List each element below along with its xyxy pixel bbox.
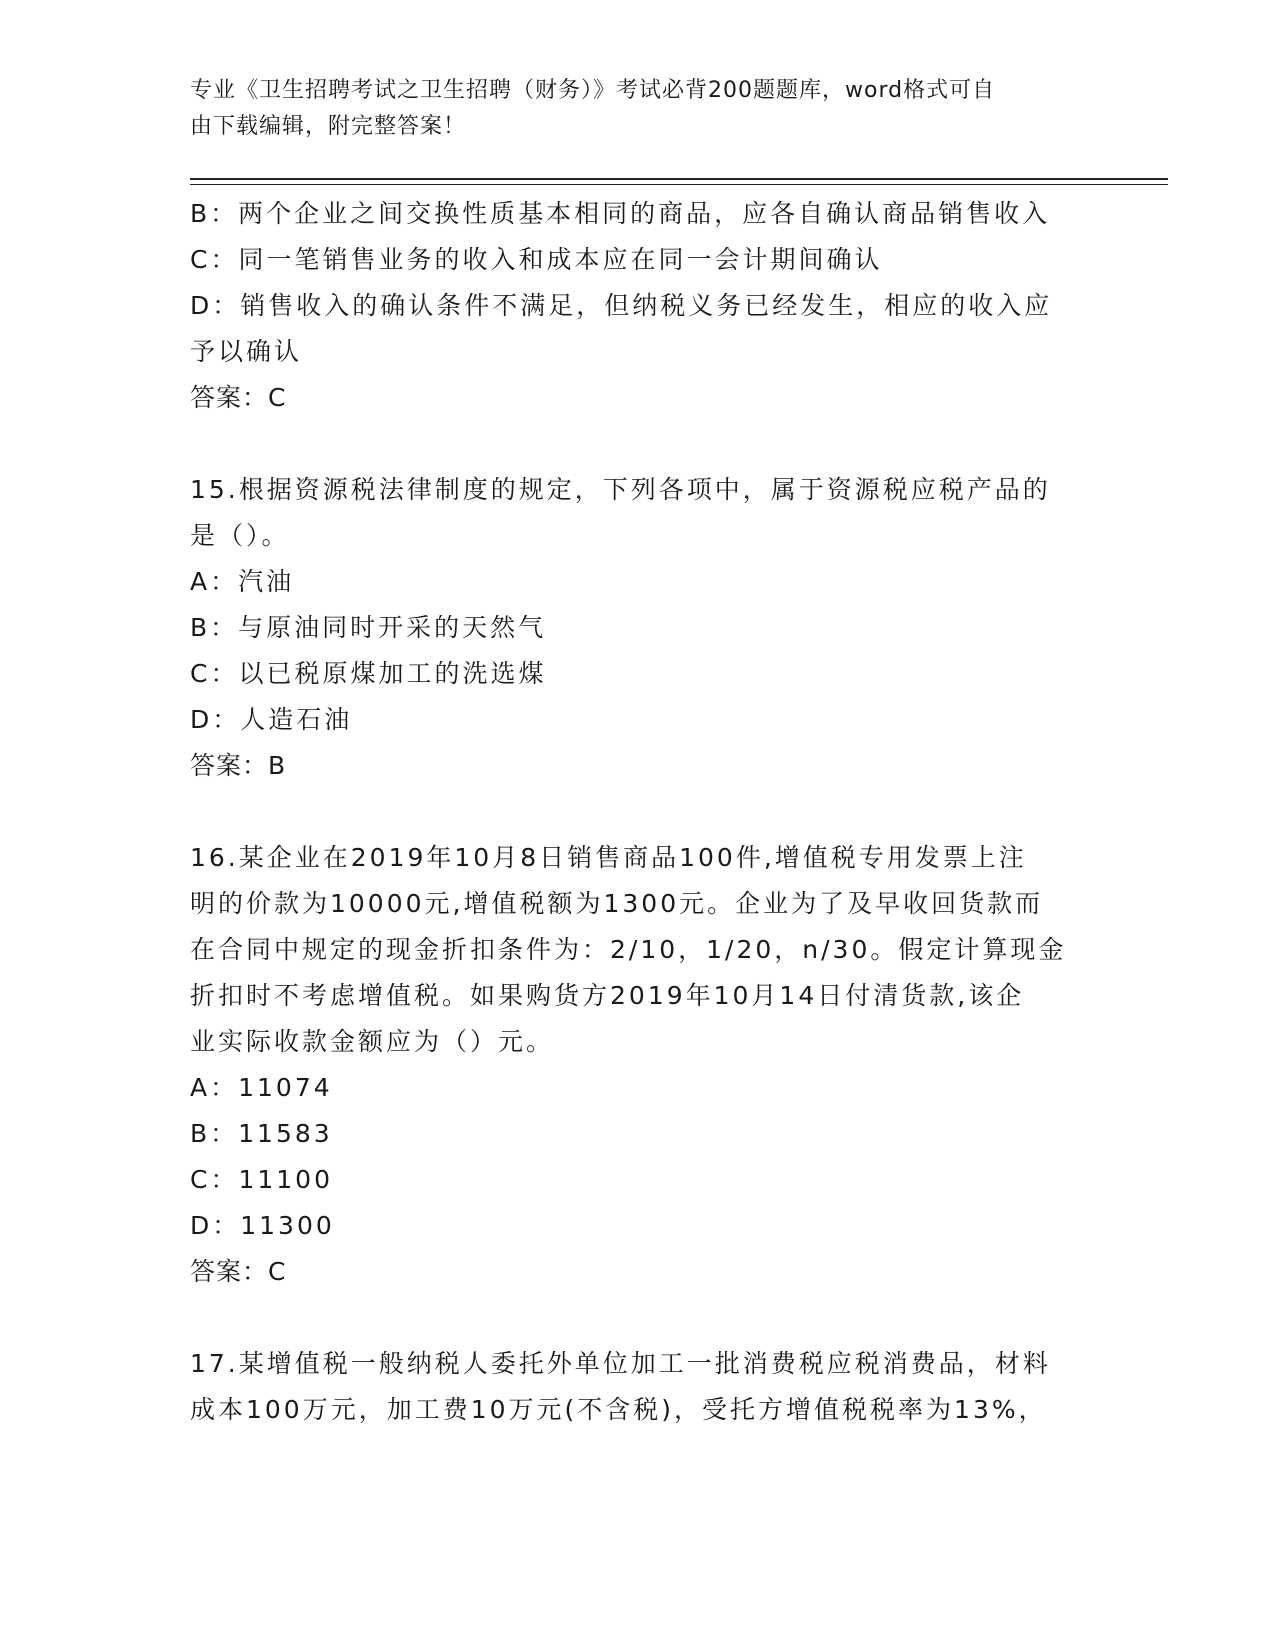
q14-option-b: B：两个企业之间交换性质基本相同的商品，应各自确认商品销售收入	[190, 199, 1051, 228]
document-body	[190, 191, 1090, 1433]
q15-stem-line-2: 是（）。	[190, 521, 290, 550]
q16-stem-line-2: 明的价款为10000元,增值税额为1300元。企业为了及早收回货款而	[190, 889, 1044, 918]
question-17	[190, 1341, 1090, 1433]
q16-stem-line-5: 业实际收款金额应为（）元。	[190, 1027, 555, 1056]
question-16	[190, 835, 1090, 1295]
q15-option-d: D：人造石油	[190, 705, 353, 734]
q14-option-d-line-1: D：销售收入的确认条件不满足，但纳税义务已经发生，相应的收入应	[190, 291, 1053, 320]
q16-stem-line-3: 在合同中规定的现金折扣条件为：2/10，1/20，n/30。假定计算现金	[190, 935, 1067, 964]
spacer	[190, 1295, 1090, 1341]
question-14-tail	[190, 191, 1090, 421]
q15-answer: 答案：B	[190, 751, 287, 780]
question-15	[190, 467, 1090, 789]
q15-option-c: C：以已税原煤加工的洗选煤	[190, 659, 547, 688]
q16-answer: 答案：C	[190, 1257, 287, 1286]
spacer	[190, 421, 1090, 467]
spacer	[190, 789, 1090, 835]
q16-option-d: D：11300	[190, 1211, 335, 1240]
q14-answer: 答案：C	[190, 383, 287, 412]
header-divider-thin	[190, 184, 1168, 185]
q16-option-b: B：11583	[190, 1119, 333, 1148]
q16-option-a: A：11074	[190, 1073, 333, 1102]
header-title-line-1: 专业《卫生招聘考试之卫生招聘（财务）》考试必背200题题库，word格式可自	[190, 78, 996, 103]
q17-stem-line-1: 17.某增值税一般纳税人委托外单位加工一批消费税应税消费品，材料	[190, 1349, 1051, 1378]
q16-stem-line-1: 16.某企业在2019年10月8日销售商品100件,增值税专用发票上注	[190, 843, 1027, 872]
q15-option-a: A：汽油	[190, 567, 295, 596]
q17-stem-line-2: 成本100万元，加工费10万元(不含税)，受托方增值税税率为13%，	[190, 1395, 1047, 1424]
q14-option-d-line-2: 予以确认	[190, 337, 303, 366]
q15-stem-line-1: 15.根据资源税法律制度的规定，下列各项中，属于资源税应税产品的	[190, 475, 1051, 504]
q15-option-b: B：与原油同时开采的天然气	[190, 613, 547, 642]
header-title-line-2: 由下载编辑，附完整答案！	[190, 114, 467, 139]
header-divider-thick	[190, 178, 1168, 180]
q16-option-c: C：11100	[190, 1165, 333, 1194]
q14-option-c: C：同一笔销售业务的收入和成本应在同一会计期间确认	[190, 245, 883, 274]
q16-stem-line-4: 折扣时不考虑增值税。如果购货方2019年10月14日付清货款,该企	[190, 981, 1025, 1010]
document-header	[190, 73, 1090, 145]
